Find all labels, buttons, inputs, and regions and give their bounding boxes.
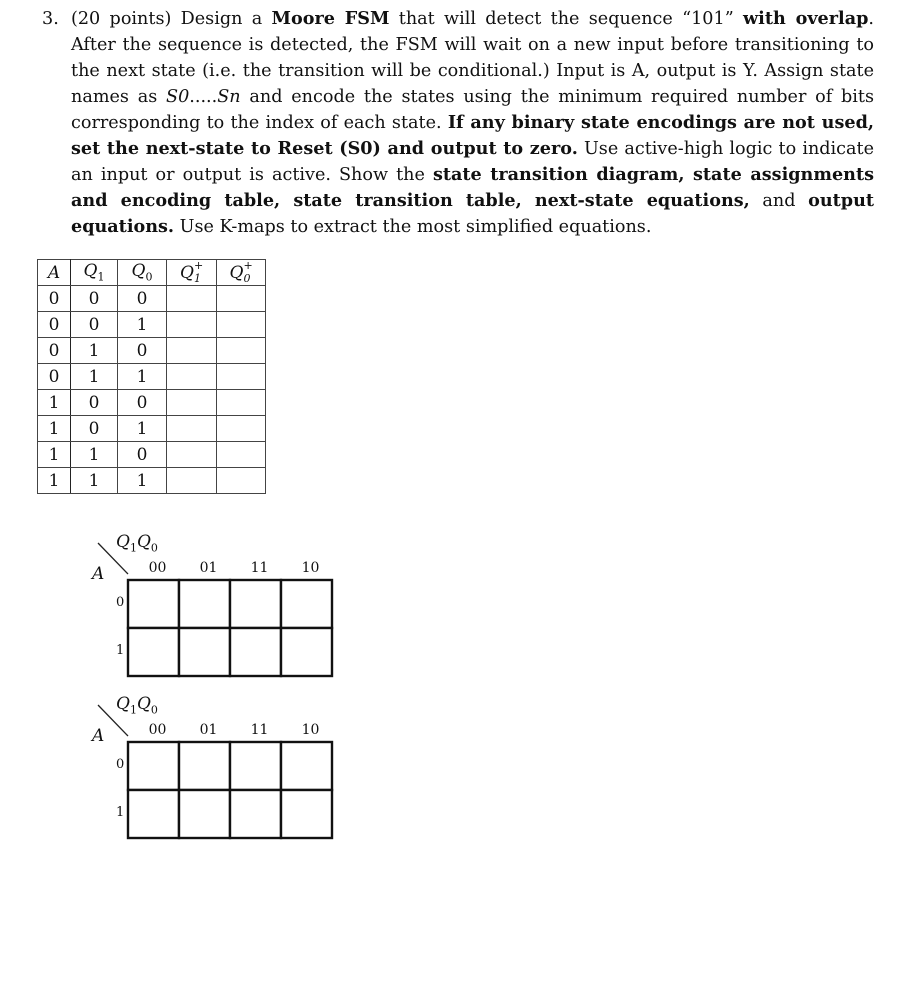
- table-row: [38, 468, 266, 494]
- kmap-cell[interactable]: [281, 742, 332, 790]
- kmap-variable-subscript: 1: [129, 703, 137, 717]
- table-cell: 1: [38, 442, 71, 468]
- answer-cell[interactable]: [167, 338, 217, 364]
- problem-segment: Use active-high logic to indicate an input or output is active. Show the: [71, 139, 875, 185]
- kmap-cell[interactable]: [230, 628, 281, 676]
- table-cell: 0: [118, 442, 167, 468]
- kmap-variable: Q: [136, 694, 151, 714]
- header-subscript: 0: [145, 270, 153, 284]
- problem-segment: and encode the states using the minimum required number of bits corresponding to the index of each state.: [71, 87, 874, 133]
- table-cell: 1: [118, 468, 167, 494]
- kmap-variable-subscript: 0: [150, 541, 158, 555]
- kmap-column-label: 10: [301, 560, 320, 576]
- header-q0: [118, 260, 167, 286]
- header-subscript: 0: [243, 271, 251, 285]
- table-row: [38, 286, 266, 312]
- table-cell: 1: [38, 390, 71, 416]
- answer-cell[interactable]: [167, 286, 217, 312]
- answer-cell[interactable]: [217, 390, 266, 416]
- table-row: [38, 390, 266, 416]
- problem-segment: state transition diagram, state assignments and encoding table, state transition table, next-state equations,: [71, 164, 874, 211]
- kmap-column-label: 11: [250, 722, 269, 738]
- kmap-cell[interactable]: [179, 790, 230, 838]
- kmap-q0-next: [88, 690, 348, 860]
- header-q0-next: [217, 260, 266, 286]
- problem-segment: . After the sequence is detected, the FSM will wait on a new input before transitioning to the next state (i.e. the transition will be conditional.) Input is A, output is Y. Assign state names as: [71, 9, 874, 107]
- kmap-cell[interactable]: [179, 628, 230, 676]
- table-row: [38, 442, 266, 468]
- kmap-column-variables: [116, 694, 158, 716]
- kmap-variable: Q: [116, 694, 130, 714]
- problem-points: (20 points): [71, 9, 172, 29]
- kmap-cell[interactable]: [230, 742, 281, 790]
- kmap-q1-next: [88, 528, 348, 698]
- header-q1: [71, 260, 118, 286]
- problem-statement: [42, 6, 874, 240]
- table-cell: 1: [118, 364, 167, 390]
- table-cell: 0: [118, 286, 167, 312]
- kmap-variable-subscript: 1: [129, 541, 137, 555]
- table-header-row: [38, 260, 266, 286]
- kmap-column-variables: [116, 532, 158, 554]
- header-superscript: +: [193, 258, 204, 272]
- table-cell: 0: [71, 416, 118, 442]
- table-cell: 0: [118, 338, 167, 364]
- header-symbol: Q: [229, 262, 244, 283]
- table-cell: 1: [71, 468, 118, 494]
- header-symbol: Q: [131, 261, 146, 282]
- table-cell: 1: [38, 468, 71, 494]
- table-cell: 1: [71, 442, 118, 468]
- kmap-column-label: 00: [148, 722, 167, 738]
- table-cell: 0: [118, 390, 167, 416]
- problem-segment: Use K-maps to extract the most simplified equations.: [174, 217, 652, 237]
- table-cell: 1: [71, 338, 118, 364]
- table-cell: 0: [38, 338, 71, 364]
- answer-cell[interactable]: [217, 286, 266, 312]
- kmap-variable: Q: [136, 532, 151, 552]
- problem-segment: Design a: [171, 9, 272, 29]
- kmap-variable-subscript: 0: [150, 703, 158, 717]
- kmap-cell[interactable]: [179, 580, 230, 628]
- header-subscript: 1: [97, 270, 105, 284]
- table-cell: 0: [71, 390, 118, 416]
- answer-cell[interactable]: [217, 468, 266, 494]
- kmap-row-label: 0: [116, 757, 125, 772]
- kmap-cell[interactable]: [128, 628, 179, 676]
- kmap-column-label: 01: [199, 722, 218, 738]
- problem-segment: with overlap: [743, 8, 869, 29]
- answer-cell[interactable]: [167, 364, 217, 390]
- kmap-cell[interactable]: [128, 790, 179, 838]
- table-row: [38, 338, 266, 364]
- kmap-cell[interactable]: [230, 580, 281, 628]
- kmap-column-label: 11: [250, 560, 269, 576]
- kmap-cell[interactable]: [281, 628, 332, 676]
- answer-cell[interactable]: [167, 416, 217, 442]
- problem-segment: and: [749, 191, 809, 211]
- answer-cell[interactable]: [217, 416, 266, 442]
- kmap-column-label: 10: [301, 722, 320, 738]
- header-subscript: 1: [193, 271, 201, 285]
- header-a: [38, 260, 71, 286]
- answer-cell[interactable]: [217, 442, 266, 468]
- problem-text: [71, 9, 874, 237]
- table-cell: 0: [71, 286, 118, 312]
- kmap-row-variable: A: [92, 564, 105, 584]
- problem-segment: Sn: [217, 87, 241, 107]
- answer-cell[interactable]: [217, 364, 266, 390]
- table-cell: 0: [38, 364, 71, 390]
- table-cell: 1: [118, 416, 167, 442]
- kmap-cell[interactable]: [128, 742, 179, 790]
- problem-segment: Moore FSM: [271, 8, 390, 29]
- table-cell: 1: [38, 416, 71, 442]
- problem-segment: If any binary state encodings are not used, set the next-state to Reset (S0) and output to zero.: [71, 112, 874, 159]
- answer-cell[interactable]: [217, 338, 266, 364]
- answer-cell[interactable]: [167, 468, 217, 494]
- answer-cell[interactable]: [167, 442, 217, 468]
- kmap-row-label: 0: [116, 595, 125, 610]
- table-cell: 0: [38, 312, 71, 338]
- table-row: [38, 312, 266, 338]
- problem-segment: that will detect the sequence “101”: [389, 9, 743, 29]
- header-q1-next: [167, 260, 217, 286]
- kmap-cell[interactable]: [179, 742, 230, 790]
- answer-cell[interactable]: [167, 312, 217, 338]
- header-symbol: Q: [83, 261, 98, 282]
- kmap-row-label: 1: [116, 643, 125, 658]
- kmap-cell[interactable]: [128, 580, 179, 628]
- kmap-cell[interactable]: [281, 790, 332, 838]
- table-cell: 1: [118, 312, 167, 338]
- problem-number: 3.: [42, 9, 59, 29]
- table-cell: 1: [71, 364, 118, 390]
- state-transition-table: [37, 259, 266, 494]
- table-cell: 0: [71, 312, 118, 338]
- kmap-cell[interactable]: [281, 580, 332, 628]
- kmap-variable: Q: [116, 532, 130, 552]
- table-cell: 0: [38, 286, 71, 312]
- header-superscript: +: [243, 258, 253, 272]
- header-symbol: Q: [180, 262, 194, 283]
- kmap-cell[interactable]: [230, 790, 281, 838]
- problem-body: [71, 6, 874, 240]
- table-row: [38, 416, 266, 442]
- kmap-row-label: 1: [116, 805, 125, 820]
- problem-segment: S0: [166, 87, 190, 107]
- kmap-row-variable: A: [92, 726, 105, 746]
- table-row: [38, 364, 266, 390]
- problem-segment: .....: [189, 87, 218, 107]
- kmap-column-label: 01: [199, 560, 218, 576]
- header-symbol: A: [47, 262, 61, 283]
- answer-cell[interactable]: [167, 390, 217, 416]
- problem-segment: output equations.: [71, 190, 874, 237]
- kmap-column-label: 00: [148, 560, 167, 576]
- answer-cell[interactable]: [217, 312, 266, 338]
